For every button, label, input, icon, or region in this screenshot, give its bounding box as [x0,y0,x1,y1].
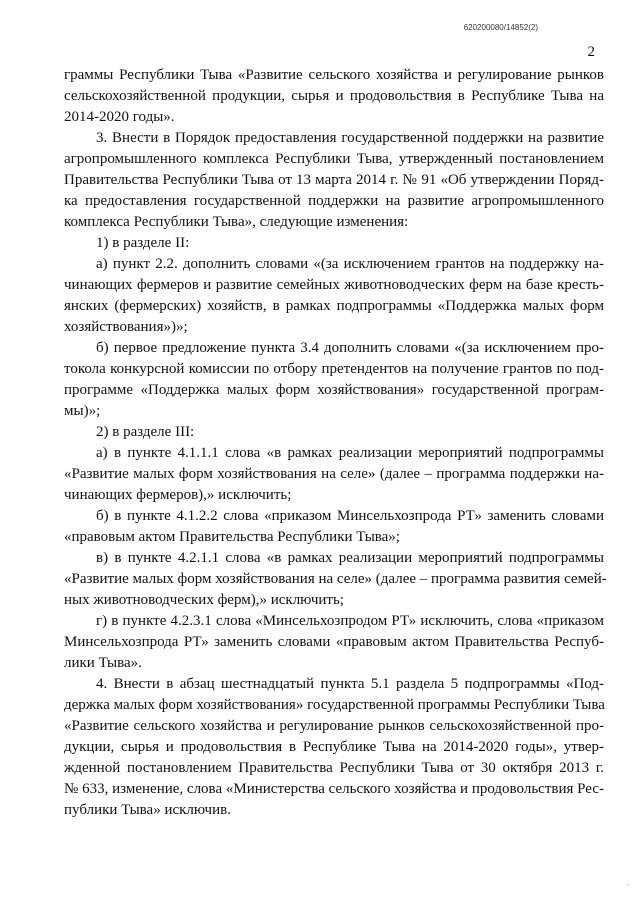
text-line: 4. Внести в абзац шестнадцатый пункта 5.1 раздела 5 подпрограммы «Под- [96,676,604,692]
text-line: граммы Республики Тыва «Развитие сельского хозяйства и регулирование рынков [64,67,604,83]
text-line: программе «Поддержка малых форм хозяйствования» государственной програм- [64,382,604,398]
text-line: агропромышленного комплекса Республики Тыва, утвержденный постановлением [64,151,604,167]
text-line: мы)»; [64,403,101,419]
text-line: 3. Внести в Порядок предоставления государственной поддержки на развитие [96,130,604,146]
text-line: г) в пункте 4.2.3.1 слова «Минсельхозпродом РТ» исключить, слова «приказом [96,613,604,629]
text-line: хозяйствования»)»; [64,319,188,335]
text-line: лики Тыва». [64,655,142,671]
text-line: чинающих фермеров и развитие семейных животноводческих ферм на базе кресть- [64,277,604,293]
text-line: а) пункт 2.2. дополнить словами «(за исключением грантов на поддержку на- [96,256,604,272]
text-line: Правительства Республики Тыва от 13 марта 2014 г. № 91 «Об утверждении Поряд- [64,172,604,188]
text-line: «правовым актом Правительства Республики Тыва»; [64,529,400,545]
text-line: Минсельхозпрода РТ» заменить словами «правовым актом Правительства Респуб- [64,634,604,650]
text-line: 2) в разделе III: [96,424,195,440]
text-line: а) в пункте 4.1.1.1 слова «в рамках реализации мероприятий подпрограммы [96,445,604,461]
text-line: «Развитие сельского хозяйства и регулирование рынков сельскохозяйственной про- [64,718,604,734]
text-line: дукции, сырья и продовольствия в Республике Тыва на 2014-2020 годы», утвер- [64,739,604,755]
text-line: в) в пункте 4.2.1.1 слова «в рамках реализации мероприятий подпрограммы [96,550,604,566]
document-code: 620200080/14852(2) [463,23,538,32]
text-line: токола конкурсной комиссии по отбору претендентов на получение грантов по под- [64,361,604,377]
text-line: ка предоставления государственной поддержки на развитие агропромышленного [64,193,604,209]
page-number: 2 [587,44,595,60]
corner-mark: . [627,878,630,887]
text-line: 1) в разделе II: [96,235,190,251]
text-line: «Развитие малых форм хозяйствования на селе» (далее – программа поддержки на- [64,466,604,482]
text-line: б) первое предложение пункта 3.4 дополнить словами «(за исключением про- [96,340,604,356]
text-line: янских (фермерских) хозяйств, в рамках подпрограммы «Поддержка малых форм [64,298,604,314]
text-line: сельскохозяйственной продукции, сырья и продовольствия в Республике Тыва на [64,88,604,104]
text-line: б) в пункте 4.1.2.2 слова «приказом Минсельхозпрода РТ» заменить словами [96,508,604,524]
text-line: чинающих фермеров),» исключить; [64,487,292,503]
text-line: публики Тыва» исключив. [64,802,231,818]
text-line: комплекса Республики Тыва», следующие изменения: [64,214,409,230]
text-line: жденной постановлением Правительства Республики Тыва от 30 октября 2013 г. [64,760,604,776]
text-line: 2014-2020 годы». [64,109,175,125]
text-line: держка малых форм хозяйствования» государственной программы Республики Тыва [64,697,605,713]
text-line: ных животноводческих ферм),» исключить; [64,592,344,608]
text-line: № 633, изменение, слова «Министерства сельского хозяйства и продовольствия Рес- [64,781,604,797]
text-line: «Развитие малых форм хозяйствования на селе» (далее – программа развития семей- [64,571,607,587]
